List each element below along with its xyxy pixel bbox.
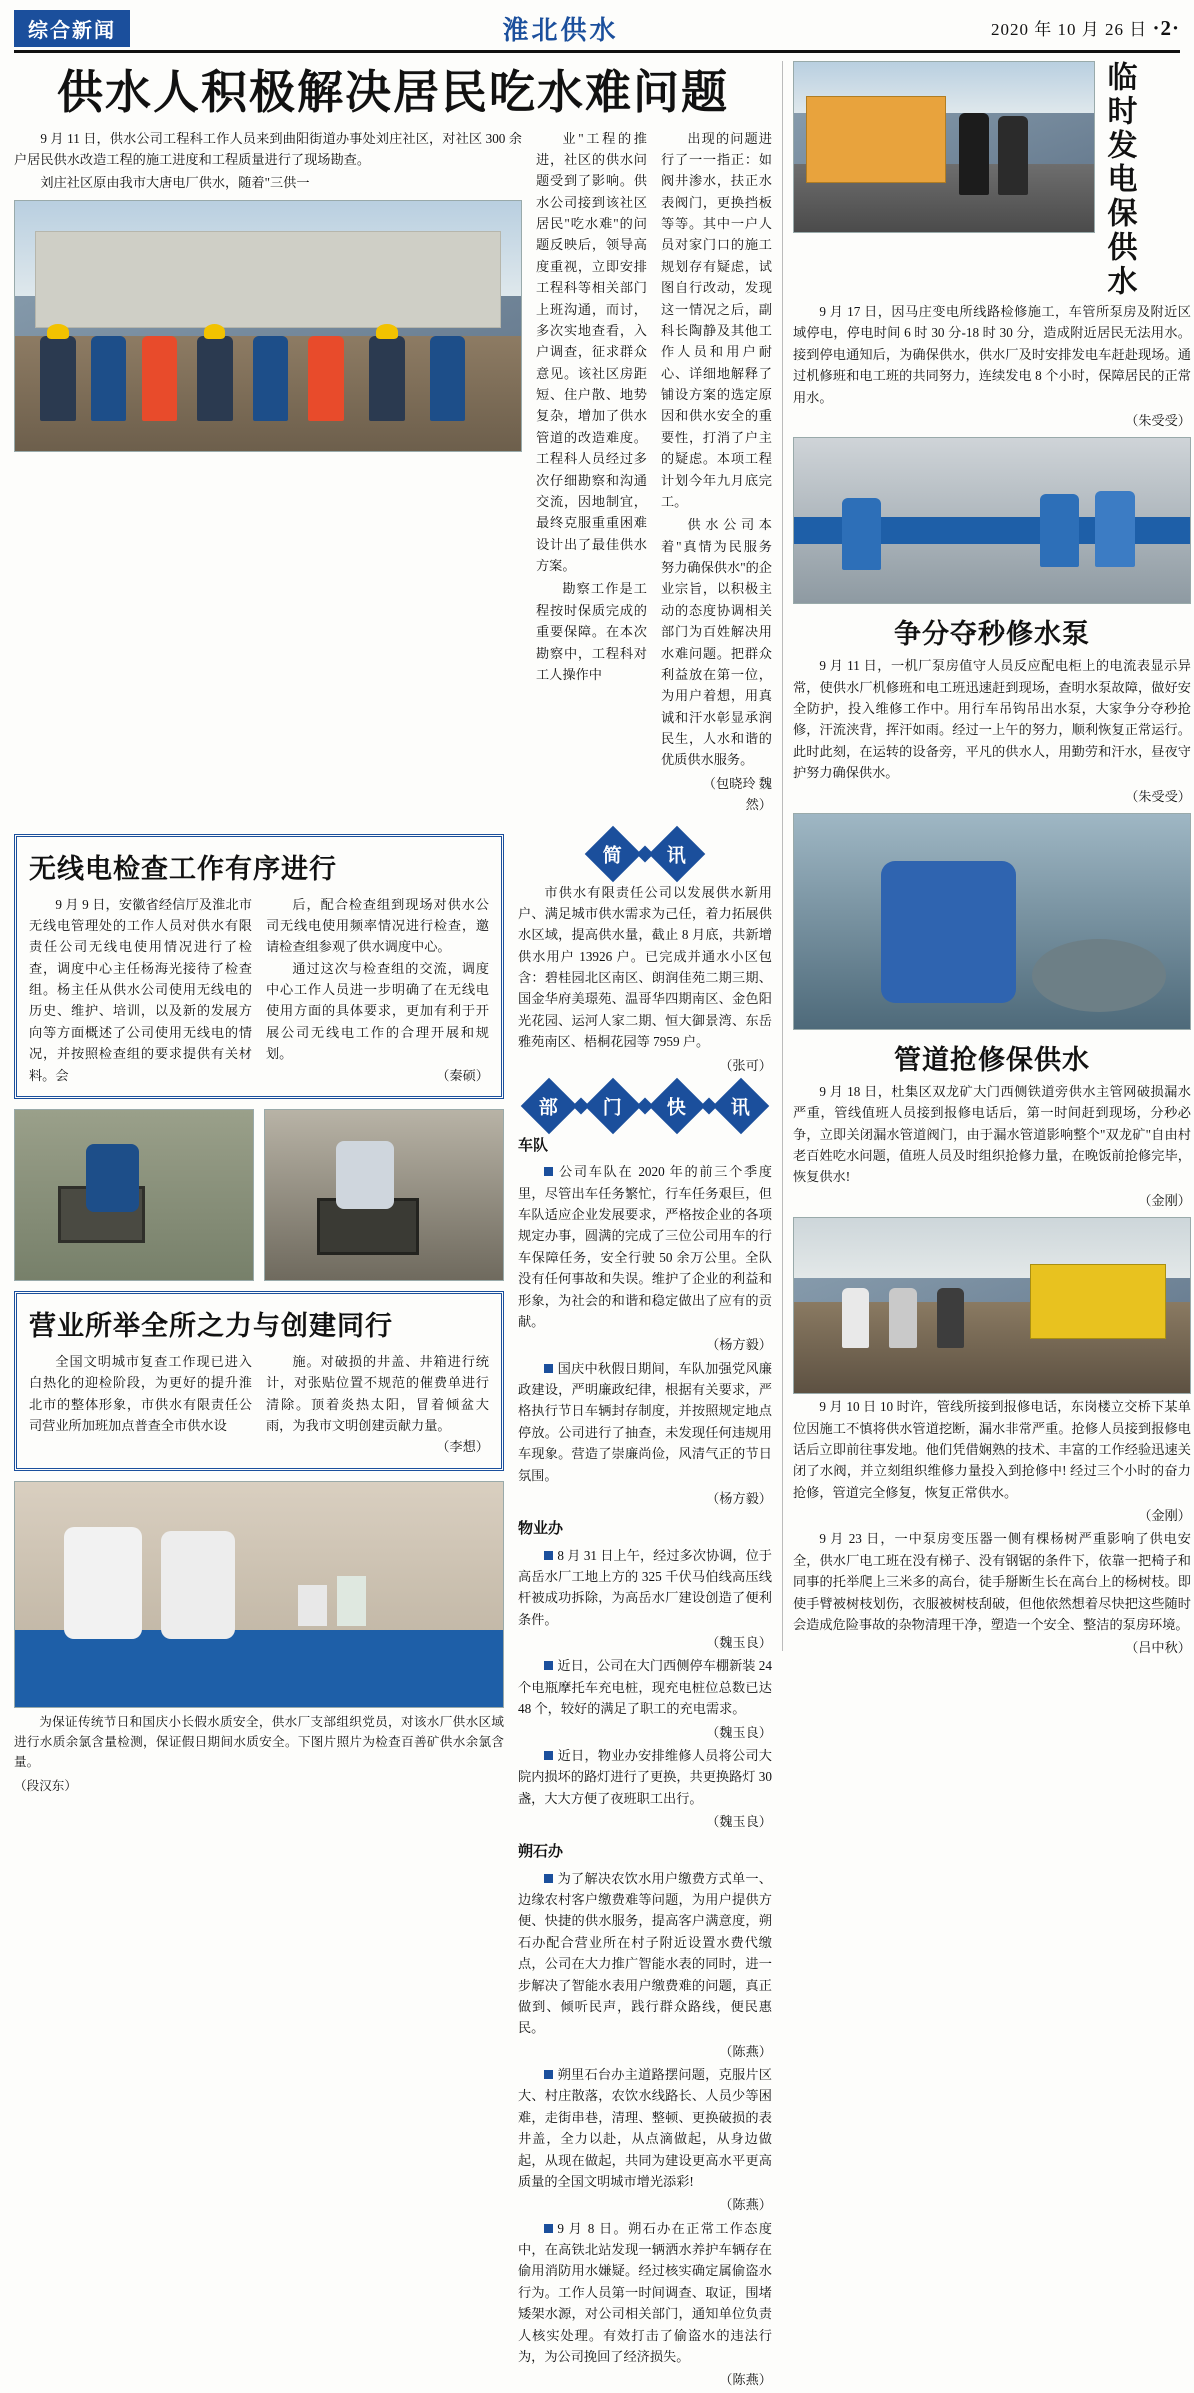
dept-heading-char (649, 1078, 706, 1135)
lead-col-3 (661, 128, 772, 818)
manhole-photo-right (264, 1109, 504, 1281)
article-title: 无线电检查工作有序进行 (29, 853, 337, 884)
paragraph: 供水公司本着"真情为民服务 努力确保供水"的企业宗旨，以积极主动的态度协调相关部门为百姓解决用水难问题。把群众利益放在第一位，为用户着想，用真诚和汗水彰显承润民生，人水和谐的优质供水服务。 (661, 517, 772, 768)
byline: （魏玉良） (706, 1635, 772, 1651)
photo-figure (1095, 491, 1135, 567)
photo-figure (197, 336, 232, 421)
dept-heading-char (521, 1078, 578, 1135)
bullet-icon (544, 1167, 553, 1176)
char: 讯 (731, 1097, 751, 1119)
bullet-icon (544, 1661, 553, 1670)
paragraph (518, 1161, 772, 1332)
text: 为了解决农饮水用户缴费方式单一、边缘农村客户缴费难等问题，为用户提供方便、快捷的供水服务，提高客户满意度，朔石办配合营业所在村子附近设置水费代缴点，公司在大力推广智能水表的同时，进一步解决了智能水表用户缴费难的问题，真正做到、倾听民声，践行群众路线，便民惠民。 (518, 1870, 772, 2036)
photo-figure (998, 116, 1028, 194)
article-title: 管道抢修保供水 (894, 1044, 1090, 1075)
right-item-1 (793, 61, 1191, 299)
char: 简 (603, 845, 623, 867)
photo-figure (959, 113, 989, 195)
photo-figure (91, 336, 126, 421)
text: 9 月 8 日。朔石办在正常工作态度中，在高铁北站发现一辆洒水养护车辆存在偷用消防用水嫌疑。经过核实确定属偷盗水行为。工作人员第一时间调查、取证，围堵矮架水源，对公司相关部门，通知单位负责人核实处理。有效打击了偷盗水的违法行为，为公司挽回了经济损失。 (518, 2220, 772, 2364)
pipe-repair-photo (793, 813, 1191, 1030)
paragraph: 市供水有限责任公司以发展供水新用户、满足城市供水需求为己任，着力拓展供水区域，提高供水量，截止 8 月底，共新增供水用户 13926 户。已完成并通水小区包含：碧桂园北区南区、朗润佳苑二期三期、国金华府美璟苑、温哥华四期南区、金色阳光花园、运河人家二期、恒大御景湾、东岳雅苑南区、梧桐花园等 7959 户。 (518, 884, 772, 1050)
manhole-photo-left (14, 1109, 254, 1281)
paragraph (518, 1545, 772, 1631)
photo-figure (253, 336, 288, 421)
dept-heading-char (713, 1078, 770, 1135)
article-title: 营业所举全所之力与创建同行 (29, 1310, 393, 1341)
byline: （吕中秋） (1125, 1640, 1191, 1656)
byline: （魏玉良） (706, 1814, 772, 1830)
paragraph: 9 月 23 日，一中泵房变压器一侧有棵杨树严重影响了供电安全，供水厂电工班在没有梯子、没有钢锯的条件下，依靠一把椅子和同事的托举爬上三米多的高台，徒手掰断生长在高台上的杨树枝。即使手臂被树枝划伤，衣服被树枝刮破，但他依然想着尽快把这些随时会造成危险事故的杂物清理干净，塑造一个安全、整洁的泵房环境。 (793, 1531, 1191, 1632)
char: 快 (667, 1097, 687, 1119)
byline: （朱受受） (1125, 412, 1191, 428)
dept-heading (518, 1086, 772, 1126)
page-number: ·2· (1152, 16, 1180, 40)
byline: （包晓玲 魏然） (702, 775, 772, 813)
photo-figure (336, 1141, 393, 1209)
article-radio-check (14, 834, 504, 1099)
pump-repair-photo (793, 437, 1191, 604)
paragraph (518, 1745, 772, 1809)
photo-figure (308, 336, 343, 421)
bullet-icon (544, 2224, 553, 2233)
brief-column (518, 824, 772, 2393)
char: 讯 (667, 845, 687, 867)
brief-heading-char (649, 825, 706, 882)
photo-wall (35, 231, 501, 328)
paragraph: 9 月 10 日 10 时许，管线所接到报修电话，东岗楼立交桥下某单位因施工不慎将供水管道挖断，漏水非常严重。抢修人员接到报修电话后立即前往事发地。他们凭借娴熟的技术、丰富的工作经验迅速关闭了水阀，并立刻组织维修力量投入到抢修中! 经过三个小时的奋力抢修，管道完全修复，恢复正常供水。 (793, 1399, 1191, 1500)
paragraph: 出现的问题进行了一一指正：如阀井渗水，扶正水表阀门，更换挡板等等。其中一户人员对家门口的施工规划存有疑虑，试图自行改动，发现这一情况之后，副科长陶静及其他工作人员和用户耐心、详细地解释了铺设方案的选定原因和供水安全的重要性，打消了户主的疑虑。本项工程计划今年九月底完工。 (661, 130, 772, 509)
byline: （李想） (436, 1439, 489, 1455)
text: 公司车队在 2020 年的前三个季度里，尽管出车任务繁忙，行车任务艰巨，但车队适应企业发展要求，严格按企业的各项规定办事，圆满的完成了三位公司用车的行车保障任务，安全行驶 50 余万公里。全队没有任何事故和失误。维护了企业的利益和形象，为社会的和谐和稳定做出了应有的贡献。 (518, 1164, 772, 1329)
paragraph (518, 1358, 772, 1486)
masthead (14, 10, 1180, 46)
byline: （杨方毅） (706, 1337, 772, 1353)
photo-figure (937, 1288, 965, 1348)
section-tag: 综合新闻 (14, 10, 130, 47)
right-column (782, 61, 1191, 1656)
photo-figure (64, 1527, 142, 1640)
photo-figure (369, 336, 404, 421)
photo-figure (1040, 494, 1080, 567)
page-title: 供水人积极解决居民吃水难问题 (57, 66, 729, 118)
date-text: 2020 年 10 月 26 日 (990, 20, 1148, 39)
text: 近日，物业办安排维修人员将公司大院内损坏的路灯进行了更换，共更换路灯 30 盏，大大方便了夜班职工出行。 (518, 1747, 772, 1806)
generator-photo (793, 61, 1095, 233)
paragraph: 后，配合检查组到现场对供水公司无线电使用频率情况进行检查，邀请检查组参观了供水调度中心。 (266, 896, 489, 955)
article-body (29, 1351, 489, 1458)
lead-article (14, 128, 772, 818)
paragraph (518, 1868, 772, 2039)
text: 国庆中秋假日期间，车队加强党风廉政建设，严明廉政纪律，根据有关要求，严格执行节日车辆封存制度，并按照规定地点停放。公司进行了抽查，未发现任何违规用车现象。营造了崇廉尚俭，风清气正的节日氛围。 (518, 1360, 772, 1483)
paragraph: 勘察工作是工程按时保质完成的重要保障。在本次勘察中，工程科对工人操作中 (536, 581, 647, 682)
paragraph (518, 2218, 772, 2368)
paragraph: 9 月 18 日，杜集区双龙矿大门西侧铁道旁供水主管网破损漏水严重，管线值班人员接到报修电话后，第一时间赶到现场，分秒必争，立即关闭漏水管道阀门，由于漏水管道影响整个"双龙矿"自由村老百姓吃水问题，值班人员及时组织抢修力量，在晚饭前抢修完毕，恢复供水! (793, 1083, 1191, 1185)
paragraph: 业"工程的推进，社区的供水问题受到了影响。供水公司接到该社区居民"吃水难"的问题反映后，领导高度重视，立即安排工程科等相关部门上班沟通，而讨，多次实地查看，入户调查，征求群众意见。该社区房距短、住户散、地势复杂，增加了供水管道的改造难度。工程科人员经过多次仔细勘察和沟通交流，因地制宜，最终克服重重困难设计出了最佳供水方案。 (536, 130, 647, 574)
photo-figure (881, 861, 1016, 1003)
photo-bottles (298, 1585, 327, 1626)
article-title-vertical: 临时发电保供水 (1102, 61, 1136, 299)
bullet-icon (544, 1751, 553, 1760)
byline: （杨方毅） (706, 1490, 772, 1506)
photo-figure (889, 1288, 917, 1348)
char: 部 (539, 1097, 559, 1119)
brief-heading-char (585, 825, 642, 882)
photo-figure (86, 1144, 138, 1212)
byline: （张可） (719, 1057, 772, 1073)
text: 8 月 31 日上午，经过多次协调，位于高岳水厂工地上方的 325 千伏马伯线高压线杆被成功拆除，为高岳水厂建设创造了便利条件。 (518, 1547, 772, 1627)
body-wrap (14, 61, 1191, 2388)
article-yeyesuo (14, 1291, 504, 1471)
paragraph (518, 2064, 772, 2192)
paragraph: 刘庄社区原由我市大唐电厂供水，随着"三供一 (40, 175, 310, 191)
paragraph: 全国文明城市复查工作现已进入白热化的迎检阶段，为更好的提升淮北市的整体形象，市供水有限责任公司营业所加班加点普查全市供水设 (29, 1353, 252, 1434)
paragraph: 9 月 11 日，一机厂泵房值守人员反应配电柜上的电流表显示异常，使供水厂机修班和电工班迅速赶到现场，查明水泵故障，做好安全防护，投入维修工作中。用行车吊钩吊出水泵，大家争分夺秒抢修，汗流浃背，挥汗如雨。经过一上午的努力，顺利恢复正常运行。此时此刻，在运转的设备旁，平凡的供水人，用勤劳和汗水，昼夜守护努力确保供水。 (793, 658, 1191, 781)
brief-body (518, 882, 772, 1076)
text: 朔里石台办主道路摆问题，克服片区大、村庄散落，农饮水线路长、人员少等困难，走街串巷，清理、整顿、更换破损的表井盖，全力以赴，从点滴做起，从身边做起，从现在做起，共同为建设更高水平更高质量的全国文明城市增光添彩! (518, 2067, 772, 2189)
bullet-icon (544, 1364, 553, 1373)
paragraph: 9 月 9 日，安徽省经信厅及淮北市无线电管理处的工作人员对供水有限责任公司无线电使用情况进行了检查，调度中心主任杨海光接待了检查组。杨主任从供水公司使用无线电的历史、维护、培训，以及新的发展方向等方面概述了公司使用无线电的情况，并按照检查组的要求提供有关材料。会 (29, 896, 252, 1083)
bullet-icon (544, 1874, 553, 1883)
byline: （陈燕） (719, 2372, 772, 2388)
dept-body (518, 1134, 772, 2391)
photo-truck (806, 96, 946, 183)
byline: （陈燕） (719, 2043, 772, 2059)
byline: （魏玉良） (706, 1724, 772, 1740)
paragraph (518, 1655, 772, 1719)
photo-figure (842, 498, 882, 571)
manhole-photo-pair (14, 1109, 504, 1281)
byline: （秦硕） (436, 1067, 489, 1083)
photo-figure (40, 336, 75, 421)
paragraph: 9 月 11 日，供水公司工程科工作人员来到曲阳街道办事处刘庄社区，对社区 300 余户居民供水改造工程的施工进度和工程质量进行了现场勘查。 (14, 130, 522, 167)
bullet-icon (544, 2070, 553, 2079)
photo-figure (142, 336, 177, 421)
photo-figure (842, 1288, 870, 1348)
photo-figure (430, 336, 465, 421)
byline: （金刚） (1138, 1508, 1191, 1523)
lab-photo (14, 1481, 504, 1708)
byline: （朱受受） (1125, 788, 1191, 804)
lead-col-2 (536, 128, 647, 818)
text: 近日，公司在大门西侧停车棚新装 24 个电瓶摩托车充电桩，现充电桩位总数已达 48 个，较好的满足了职工的充电需求。 (518, 1658, 772, 1717)
dept-group-title: 物业办 (518, 1520, 564, 1538)
photo-bottles (337, 1576, 366, 1626)
photo-water (1032, 939, 1167, 1012)
paragraph: 施。对破损的井盖、井箱进行统计，对张贴位置不规范的催费单进行清除。顶着炎热太阳，冒着倾盆大雨，为我市文明创建贡献力量。 (266, 1353, 489, 1434)
lead-col-1 (14, 128, 522, 818)
paper-name: 淮北供水 (502, 15, 619, 45)
excavator-photo (793, 1217, 1191, 1394)
photo-caption-byline: （段汉东） (14, 1779, 77, 1794)
bullet-icon (544, 1551, 553, 1560)
photo-caption: 为保证传统节日和国庆小长假水质安全，供水厂支部组织党员，对该水厂供水区域进行水质余氯含量检测，保证假日期间水质安全。下图片照片为检查百善矿供水余氯含量。 (14, 1714, 504, 1770)
dept-heading-char (585, 1078, 642, 1135)
date-line (991, 15, 1180, 41)
photo-counter (15, 1630, 503, 1707)
brief-heading (518, 834, 772, 874)
dept-group-title: 朔石办 (518, 1843, 564, 1861)
char: 门 (603, 1097, 623, 1119)
byline: （金刚） (1138, 1192, 1191, 1208)
left-sub-column (14, 824, 504, 2393)
left-column (14, 61, 772, 2388)
masthead-rule (14, 50, 1180, 53)
photo-excavator (1030, 1264, 1167, 1340)
article-body (29, 894, 489, 1086)
byline: （陈燕） (719, 2197, 772, 2213)
paragraph: 9 月 17 日，因马庄变电所线路检修施工，车管所泵房及附近区域停电，停电时间 6 时 30 分-18 时 30 分，造成附近居民无法用水。接到停电通知后，为确保供水，供水厂及时安排发电车赶赴现场。通过机修班和电工班的共同努力，连续发电 8 个小时，保障居民的正常用水。 (793, 304, 1191, 405)
paragraph: 通过这次与检查组的交流，调度中心工作人员进一步明确了在无线电使用方面的具体要求，更加有利于开展公司无线电工作的合理开展和规划。 (266, 960, 489, 1062)
lead-photo (14, 200, 522, 452)
photo-figure (161, 1531, 234, 1639)
article-title: 争分夺秒修水泵 (894, 619, 1090, 650)
dept-group-title: 车队 (518, 1136, 549, 1154)
